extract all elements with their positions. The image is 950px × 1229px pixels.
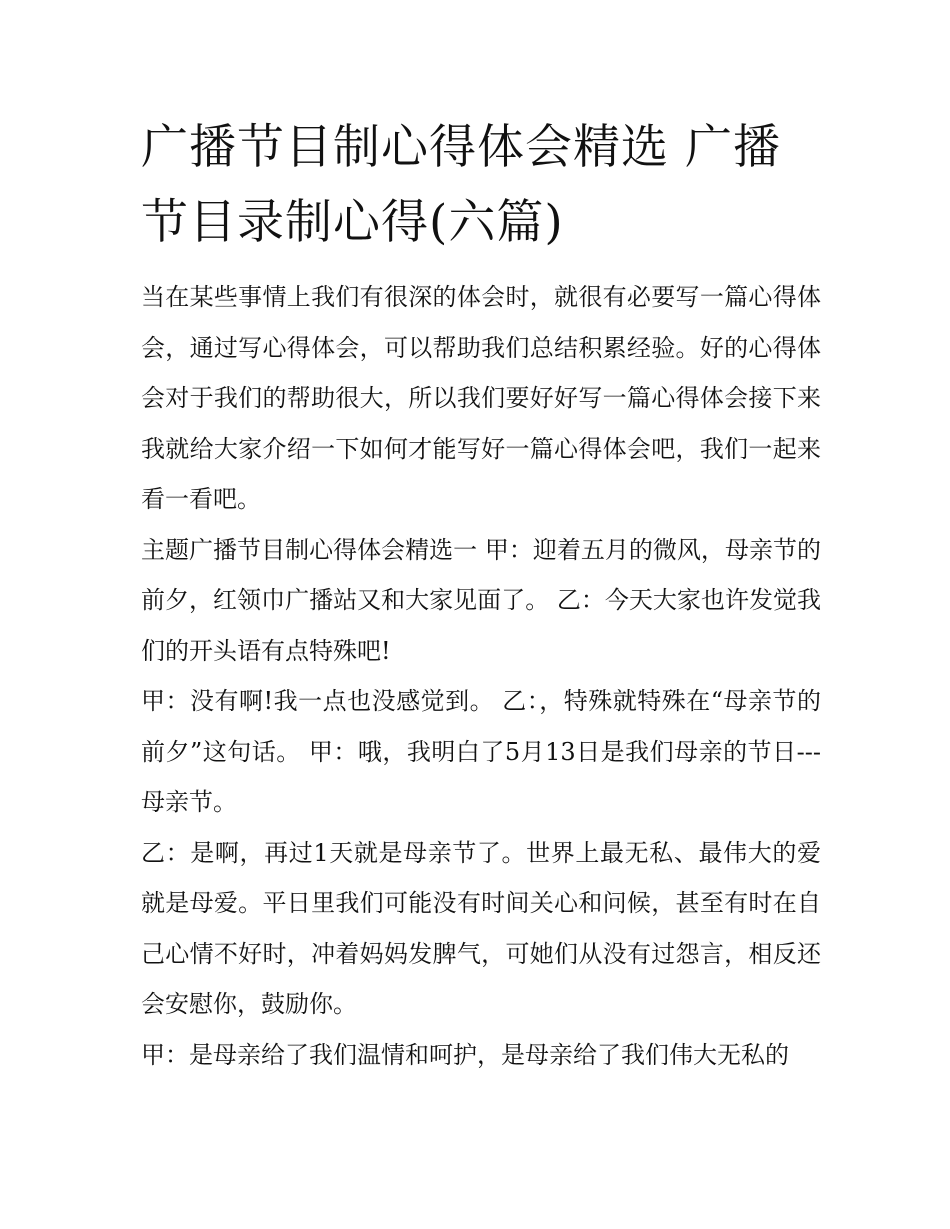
paragraph-intro: 当在某些事情上我们有很深的体会时，就很有必要写一篇心得体会，通过写心得体会，可以帮助我们总结积累经验。好的心得体会对于我们的帮助很大，所以我们要好好写一篇心得体会接下来我就给大家介绍一下如何才能写好一篇心得体会吧，我们一起来看一看吧。 [141, 283, 821, 513]
paragraph-dialogue-2: 乙：是啊，再过1天就是母亲节了。世界上最无私、最伟大的爱就是母爱。平日里我们可能没有时间关心和问候，甚至有时在自己心情不好时，冲着妈妈发脾气，可她们从没有过怨言，相反还会安慰你，鼓励你。 [141, 838, 821, 1018]
paragraph-dialogue-3: 甲：是母亲给了我们温情和呵护，是母亲给了我们伟大无私的 [141, 1040, 789, 1069]
paragraph-dialogue-1: 甲：没有啊!我一点也没感觉到。 乙：，特殊就特殊在“母亲节的前夕”这句话。 甲：哦，我明白了5月13日是我们母亲的节日---母亲节。 [141, 687, 821, 816]
document-body [141, 272, 820, 1080]
paragraph-section-one: 主题广播节目制心得体会精选一 甲：迎着五月的微风，母亲节的前夕，红领巾广播站又和大家见面了。 乙：今天大家也许发觉我们的开头语有点特殊吧! [141, 535, 821, 665]
document-title: 广播节目制心得体会精选 广播节目录制心得(六篇) [141, 120, 781, 250]
